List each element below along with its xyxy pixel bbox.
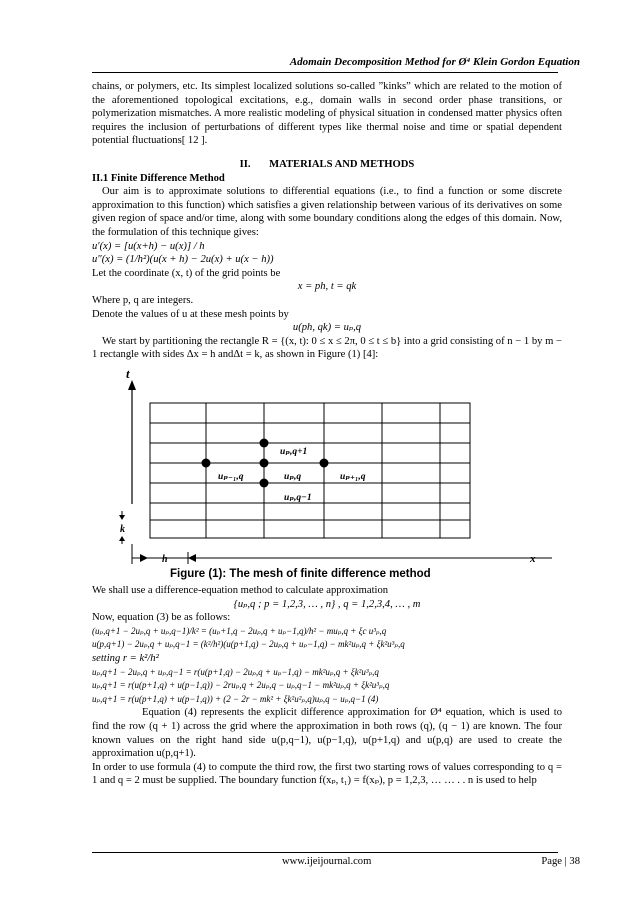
- coordinate-line: Let the coordinate (x, t) of the grid points be: [92, 267, 281, 279]
- equation-first-derivative: u′(x) = [u(x+h) − u(x)] / h: [92, 240, 205, 252]
- section-number: II.: [239, 158, 251, 170]
- section-title: MATERIALS AND METHODS: [269, 158, 415, 170]
- mesh-grid: [150, 403, 470, 538]
- header-rule: [92, 72, 558, 73]
- approx-line: We shall use a difference-equation method to calculate approximation: [92, 585, 389, 596]
- t-axis-arrow-icon: [128, 380, 136, 390]
- node-right: [320, 459, 329, 468]
- upper-text: [92, 80, 562, 362]
- equation-r-form: uₚ,q+1 − 2uₚ,q + uₚ,q−1 = r(u(p+1,q) − 2uₚ,q + uₚ−1,q) − mk²uₚ,q + ξk²u³ₚ,q: [92, 666, 379, 677]
- t-axis-label: t: [126, 368, 130, 381]
- h-label: h: [162, 554, 168, 565]
- lower-text: [92, 584, 562, 788]
- mesh-figure: [112, 368, 562, 588]
- node-label-down: uₚ,q−1: [284, 493, 312, 503]
- equation-grid-points: x = ph, t = qk: [297, 281, 357, 293]
- footer-rule: [92, 852, 558, 853]
- h-arrow-icon: [140, 554, 148, 562]
- node-label-right: uₚ₊₁,q: [340, 472, 366, 482]
- equation-3-expanded: u(p,q+1) − 2uₚ,q + uₚ,q−1 = (k²/h²)(u(p+1,q) − 2uₚ,q + uₚ−1,q) − mk²uₚ,q + ξk²u³ₚ,q: [92, 639, 405, 650]
- node-center: [260, 459, 269, 468]
- explicit-paragraph: Equation (4) represents the explicit difference approximation for Ø⁴ equation, which is used to find the row (q + 1) across the grid where the approximation in both rows (q), (q − 1) are known. The four known values on the right hand side u(p,q−1), u(p−1,q), u(p+1,q) and u(p,q) are used to create the approximation u(p,q+1).: [92, 707, 562, 760]
- equation-intro-line: Now, equation (3) be as follows:: [92, 612, 231, 624]
- figure-caption: Figure (1): The mesh of finite difference method: [170, 568, 431, 580]
- denote-line: Denote the values of u at these mesh points by: [92, 308, 289, 320]
- node-left: [202, 459, 211, 468]
- equation-r-rearranged: uₚ,q+1 = r(u(p+1,q) + u(p−1,q)) − 2ruₚ,q + 2uₚ,q − uₚ,q−1 − mk²uₚ,q + ξk²u³ₚ,q: [92, 680, 390, 691]
- node-down: [260, 479, 269, 488]
- integers-line: Where p, q are integers.: [92, 294, 194, 306]
- starting-rows-paragraph: In order to use formula (4) to compute the third row, the first two starting rows of values corresponding to q = 1 and q = 2 must be supplied. The boundary function f(xₚ, t₁) = f(xₚ), p = 1,2,3, … … . . n is used to help: [92, 761, 562, 787]
- subsection-heading: II.1 Finite Difference Method: [92, 172, 225, 184]
- equation-3-discrete: (uₚ,q+1 − 2uₚ,q + uₚ,q−1)/k² = (uₚ+1,q − 2uₚ,q + uₚ−1,q)/h² − muₚ,q + ξc u³ₚ,q: [92, 625, 387, 636]
- equation-4: uₚ,q+1 = r(u(p+1,q) + u(p−1,q)) + (2 − 2r − mk² + ξk²u²ₚ,q)uₚ,q − uₚ,q−1 (4): [92, 693, 379, 704]
- k-label: k: [120, 524, 125, 535]
- x-axis-label: x: [530, 553, 536, 565]
- node-label-up: uₚ,q+1: [280, 447, 308, 457]
- partition-paragraph: We start by partitioning the rectangle R = {(x, t): 0 ≤ x ≤ 2π, 0 ≤ t ≤ b} into a grid consisting of n − 1 by m − 1 rectangle with sides Δx = h andΔt = k, as shown in Figure (1) [4]:: [92, 335, 562, 361]
- k-up-arrow-icon: [119, 536, 125, 541]
- section-heading: [92, 158, 562, 172]
- k-down-arrow-icon: [119, 515, 125, 520]
- page-number: Page | 38: [541, 856, 580, 867]
- method-paragraph: Our aim is to approximate solutions to differential equations (i.e., to find a function or some discrete approximation to this function) which satisfies a given relationship between various of its derivatives on some given region of space and/or time, along with some boundary conditions along the edges of this domain. Now, the formulation of this technique gives:: [92, 186, 562, 238]
- node-up: [260, 439, 269, 448]
- h-left-arrow-icon: [188, 554, 196, 562]
- intro-paragraph: chains, or polymers, etc. Its simplest localized solutions so-called ”kinks” which are related to the motion of the aforementioned topological excitations, e.g., domain walls in second order phase transitions, or polymerization mismatches. A more realistic modeling of physical situation in condensed matter physics often requires the inclusion of perturbations of different types like thermal noise and time or spatial dependent potential fluctuations[ 12 ].: [92, 81, 562, 147]
- setting-r: setting r = k²/h²: [92, 652, 159, 664]
- equation-second-derivative: u″(x) = (1/h²)(u(x + h) − 2u(x) + u(x − h)): [92, 254, 274, 266]
- journal-url[interactable]: www.ijeijournal.com: [282, 856, 372, 867]
- node-label-center: uₚ,q: [284, 472, 302, 482]
- running-header: Adomain Decomposition Method for Ø⁴ Klein Gordon Equation: [289, 56, 580, 68]
- node-label-left: uₚ₋₁,q: [218, 472, 244, 482]
- equation-approx-set: {uₚ,q ; p = 1,2,3, … , n} , q = 1,2,3,4, … , m: [233, 598, 421, 610]
- equation-mesh-values: u(ph, qk) = uₚ,q: [292, 322, 362, 334]
